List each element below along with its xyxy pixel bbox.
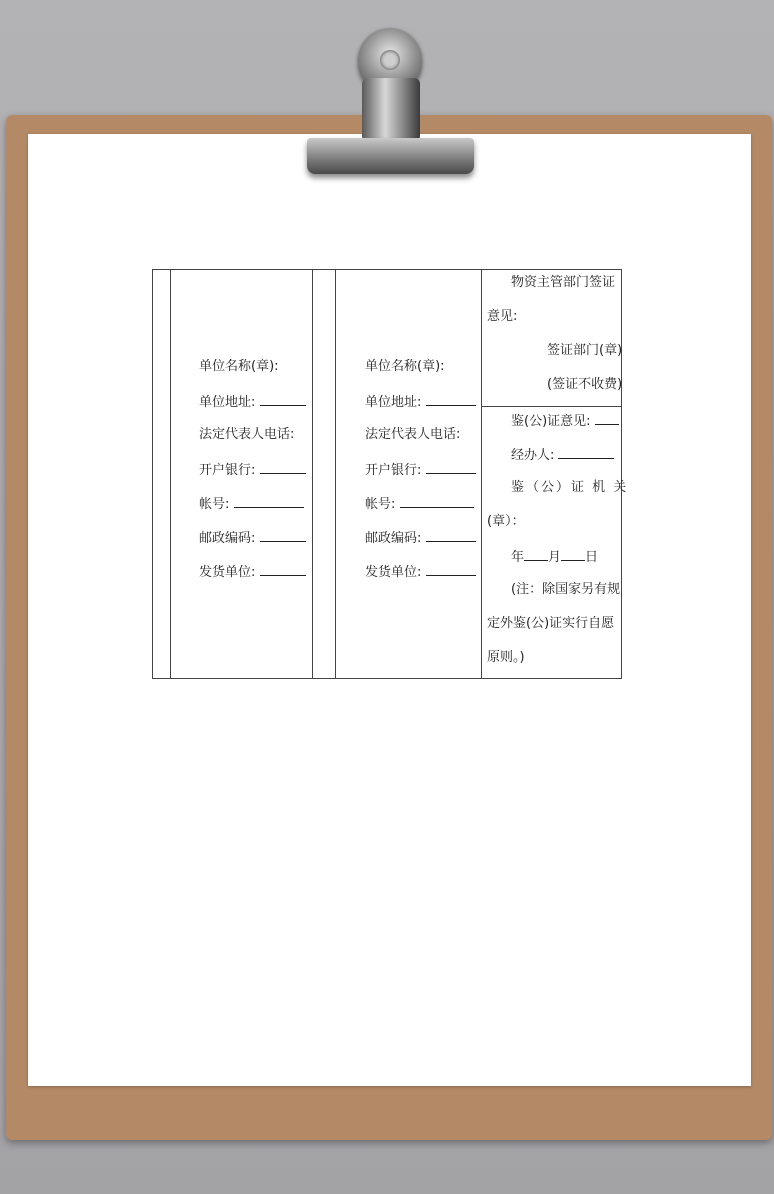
right-account-label: 帐号: xyxy=(365,497,396,512)
left-address-label: 单位地址: xyxy=(199,395,256,410)
day-label: 日 xyxy=(585,550,599,565)
left-bank-blank[interactable] xyxy=(260,461,306,474)
row-divider xyxy=(481,406,621,407)
left-name-label: 单位名称(章): xyxy=(199,359,279,374)
notary-handler-label: 经办人: xyxy=(511,448,555,463)
note-line1: (注：除国家另有规 xyxy=(511,582,621,597)
month-blank[interactable] xyxy=(524,548,548,561)
clip-base xyxy=(307,138,474,174)
left-postcode-label: 邮政编码: xyxy=(199,531,256,546)
left-account-blank[interactable] xyxy=(234,495,304,508)
left-account-label: 帐号: xyxy=(199,497,230,512)
notary-seal-label: (章）： xyxy=(487,514,525,529)
day-blank[interactable] xyxy=(561,548,585,561)
column-divider xyxy=(312,270,313,678)
note-line3: 原则。) xyxy=(487,650,525,665)
month-label: 月 xyxy=(548,550,562,565)
year-label: 年 xyxy=(511,550,525,565)
right-address-blank[interactable] xyxy=(426,393,476,406)
left-shipper-blank[interactable] xyxy=(260,563,306,576)
left-shipper-label: 发货单位: xyxy=(199,565,256,580)
column-divider xyxy=(481,270,482,678)
notary-handler-blank[interactable] xyxy=(558,446,614,459)
column-divider xyxy=(335,270,336,678)
left-bank-label: 开户银行: xyxy=(199,463,256,478)
right-legal-rep-label: 法定代表人电话: xyxy=(365,427,461,442)
right-name-label: 单位名称(章): xyxy=(365,359,445,374)
visa-line3: 签证部门(章) xyxy=(547,343,623,358)
right-bank-blank[interactable] xyxy=(426,461,476,474)
right-bank-label: 开户银行: xyxy=(365,463,422,478)
clip-body xyxy=(362,78,420,142)
note-line2: 定外鉴(公)证实行自愿 xyxy=(487,616,615,631)
right-postcode-blank[interactable] xyxy=(426,529,476,542)
right-postcode-label: 邮政编码: xyxy=(365,531,422,546)
column-divider xyxy=(170,270,171,678)
right-shipper-blank[interactable] xyxy=(426,563,476,576)
notary-authority-label: 鉴（公）证 机 关 xyxy=(511,480,629,495)
right-shipper-label: 发货单位: xyxy=(365,565,422,580)
left-postcode-blank[interactable] xyxy=(260,529,306,542)
right-address-label: 单位地址: xyxy=(365,395,422,410)
visa-line2: 意见: xyxy=(487,309,518,324)
visa-line1: 物资主管部门签证 xyxy=(511,275,616,290)
right-account-blank[interactable] xyxy=(400,495,474,508)
notary-opinion-blank[interactable] xyxy=(595,412,619,425)
left-address-blank[interactable] xyxy=(260,393,306,406)
visa-line4: (签证不收费) xyxy=(547,377,623,392)
notary-opinion-label: 鉴(公)证意见: xyxy=(511,414,591,429)
contract-form-table xyxy=(152,269,629,679)
left-legal-rep-label: 法定代表人电话: xyxy=(199,427,295,442)
